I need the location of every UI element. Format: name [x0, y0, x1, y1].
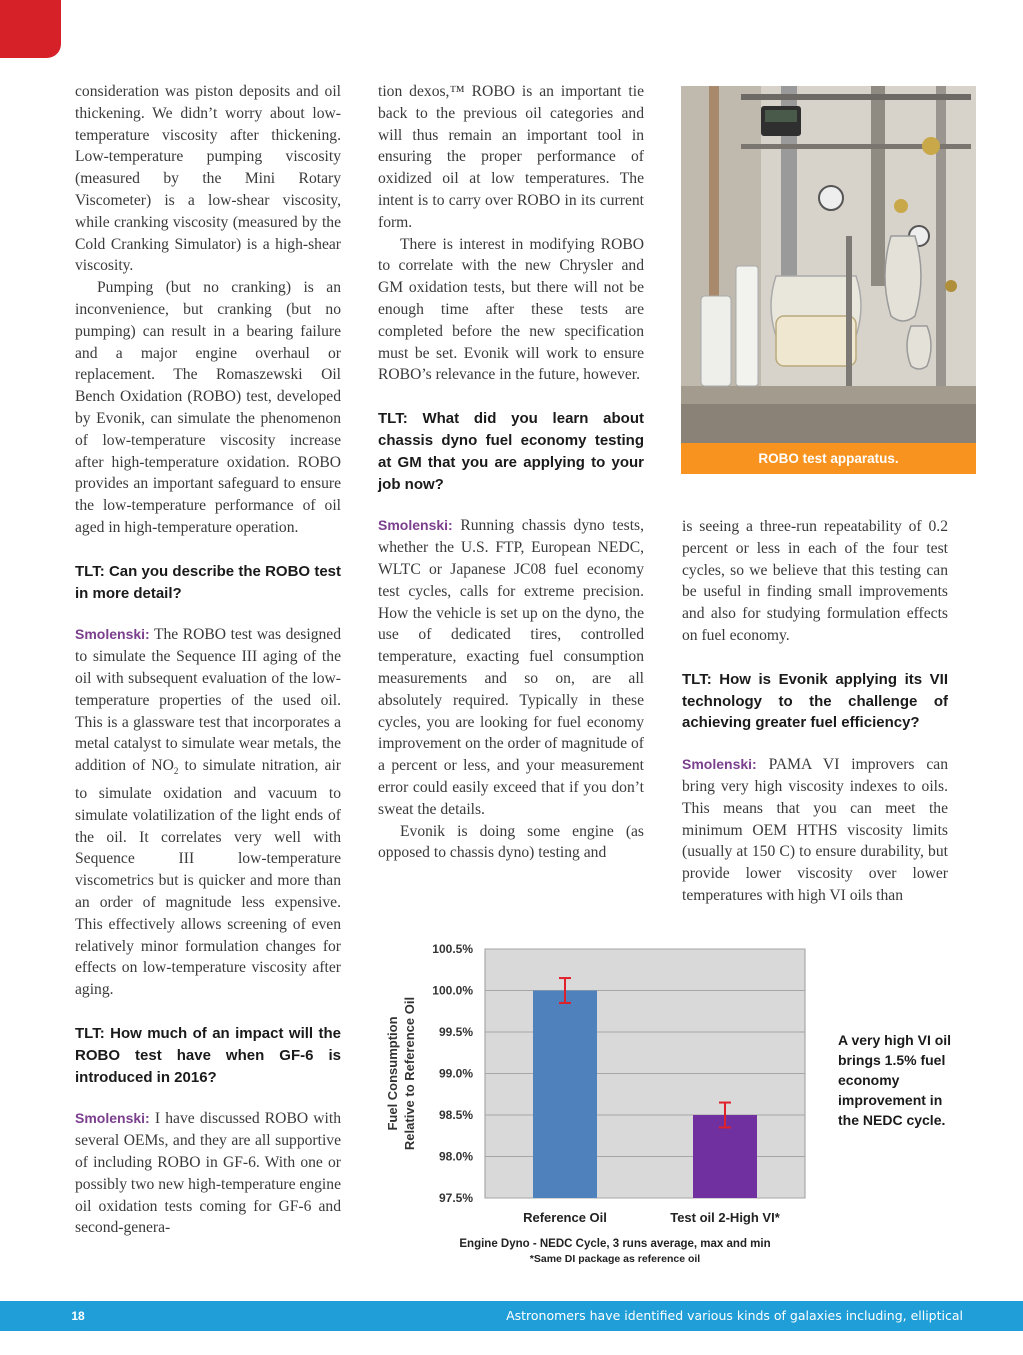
y-tick-label: 99.5% — [438, 1025, 473, 1039]
y-tick-label: 98.0% — [438, 1149, 473, 1164]
photo-caption: ROBO test apparatus. — [681, 443, 976, 474]
y-tick-label: 97.5% — [438, 1191, 473, 1205]
chart-callout: A very high VI oil brings 1.5% fuel economy improvement in the NEDC cycle. — [838, 1032, 952, 1128]
y-tick-label: 100.0% — [432, 983, 473, 998]
column-3 — [682, 516, 948, 907]
column-2 — [378, 81, 644, 864]
answer-gf6-impact: Smolenski: I have discussed ROBO with several OEMs, and they are all supportive of including ROBO in GF-6. With one or possibly two new high-temperature engine oil oxidation tests coming for GF-6 and second-genera- — [75, 1110, 341, 1237]
chart-footnote: *Same DI package as reference oil — [529, 1253, 701, 1265]
y-tick-label: 100.5% — [432, 942, 473, 956]
y-tick-label: 99.0% — [438, 1066, 473, 1081]
answer-chassis-dyno: Smolenski: Running chassis dyno tests, whether the U.S. FTP, European NEDC, WLTC or Japanese JC08 fuel economy test cycles, calls for extreme precision. How the vehicle is set up on the dyno, the use of dedicated tires, controlled temperature, exacting fuel consumption measurements and so on, are all absolutely required. Typically in these cycles, you are looking for fuel economy improvement on the order of magnitude of a percent or less, and your measurement error could easily exceed that if you don’t sweat the details. — [378, 517, 644, 818]
lab-glassware-illustration — [681, 86, 976, 443]
col2-paragraph-2: There is interest in modifying ROBO to correlate with the new Chrysler and GM oxidation tests, but there will not be enough time after these tests are completed before the new specification must be set. Evonik will work to ensure ROBO’s relevance in the future, however. — [378, 235, 644, 384]
fuel-consumption-chart — [375, 935, 825, 1275]
col1-paragraph-2: Pumping (but no cranking) is an inconvenience, but cranking (but no pumping) can result in a bearing failure and a major engine overhaul or replacement. The Romaszewski Oil Bench Oxidation (ROBO) test, developed by Evonik, can simulate the phenomenon of low-temperature viscosity increase after high-temperature oxidation. ROBO provides an important safeguard to ensure the low-temperature performance of oil aged in high-temperature operation. — [75, 279, 341, 536]
y-axis-label-line2: Relative to Reference Oil — [402, 996, 417, 1151]
y-tick-label: 98.5% — [438, 1108, 473, 1122]
col2-paragraph-3: Evonik is doing some engine (as opposed to chassis dyno) testing and — [378, 822, 644, 862]
speaker-label: Smolenski: — [75, 1110, 150, 1127]
robo-apparatus-photo — [681, 86, 976, 443]
x-axis-title: Engine Dyno - NEDC Cycle, 3 runs average, max and min — [459, 1238, 771, 1250]
question-gf6-impact: TLT: How much of an impact will the ROBO test have when GF-6 is introduced in 2016? — [75, 1024, 341, 1086]
speaker-label: Smolenski: — [75, 626, 150, 643]
x-category-label: Reference Oil — [523, 1210, 607, 1225]
question-chassis-dyno: TLT: What did you learn about chassis dyno fuel economy testing at GM that you are applying to your job now? — [378, 410, 644, 493]
bar-chart-svg — [375, 935, 825, 1275]
column-1 — [75, 81, 341, 1239]
page-number: 18 — [65, 1303, 91, 1329]
x-category-label: Test oil 2-High VI* — [670, 1210, 780, 1225]
y-axis-label-line1: Fuel Consumption — [385, 1016, 400, 1131]
footer-teaser-text: Astronomers have identified various kinds of galaxies including, elliptical — [506, 1308, 963, 1323]
answer-vii-technology: Smolenski: PAMA VI improvers can bring very high viscosity indexes to oils. This means that you can meet the minimum OEM HTHS viscosity limits (usually at 150 C) to ensure durability, but provide lower viscosity over lower temperatures with high VI oils than — [682, 756, 948, 904]
bar — [533, 991, 597, 1199]
question-robo-detail: TLT: Can you describe the ROBO test in more detail? — [75, 562, 341, 602]
col2-paragraph-1: tion dexos,™ ROBO is an important tie back to the previous oil categories and will thus remain an important tool in ensuring the proper performance of oxidized oil at low temperatures. The intent is to carry over ROBO in its current form. — [378, 83, 644, 231]
speaker-label: Smolenski: — [682, 756, 757, 773]
col3-paragraph-1: is seeing a three-run repeatability of 0.2 percent or less in each of the four test cycles, so we believe that this testing can be useful in finding small improvements and also for studying formulation effects on fuel economy. — [682, 518, 948, 644]
answer-robo-detail: Smolenski: The ROBO test was designed to simulate the Sequence III aging of the oil with subsequent evaluation of the low-temperature properties of the used oil. This is a glassware test that incorporates a metal catalyst to simulate wear metals, the addition of $NO_2$ to simulate nitration, air to simulate oxidation and vacuum to simulate volatilization of the light ends of the oil. It correlates very well with Sequence III low-temperature viscometrics but is quicker and more than an order of magnitude less expensive. This effectively allows screening of even relatively minor formulation changes for effects on low-temperature viscosity after aging. — [75, 626, 342, 999]
speaker-label: Smolenski: — [378, 517, 453, 534]
section-tab — [0, 0, 61, 58]
question-vii-technology: TLT: How is Evonik applying its VII technology to the challenge of achieving greater fuel efficiency? — [682, 670, 948, 732]
col1-paragraph-1: consideration was piston deposits and oil thickening. We didn’t worry about low-temperature viscosity after thickening. Low-temperature pumping viscosity (measured by the Mini Rotary Viscometer) is a low-shear viscosity, while cranking viscosity (measured by the Cold Cranking Simulator) is a high-shear viscosity. — [75, 83, 341, 275]
